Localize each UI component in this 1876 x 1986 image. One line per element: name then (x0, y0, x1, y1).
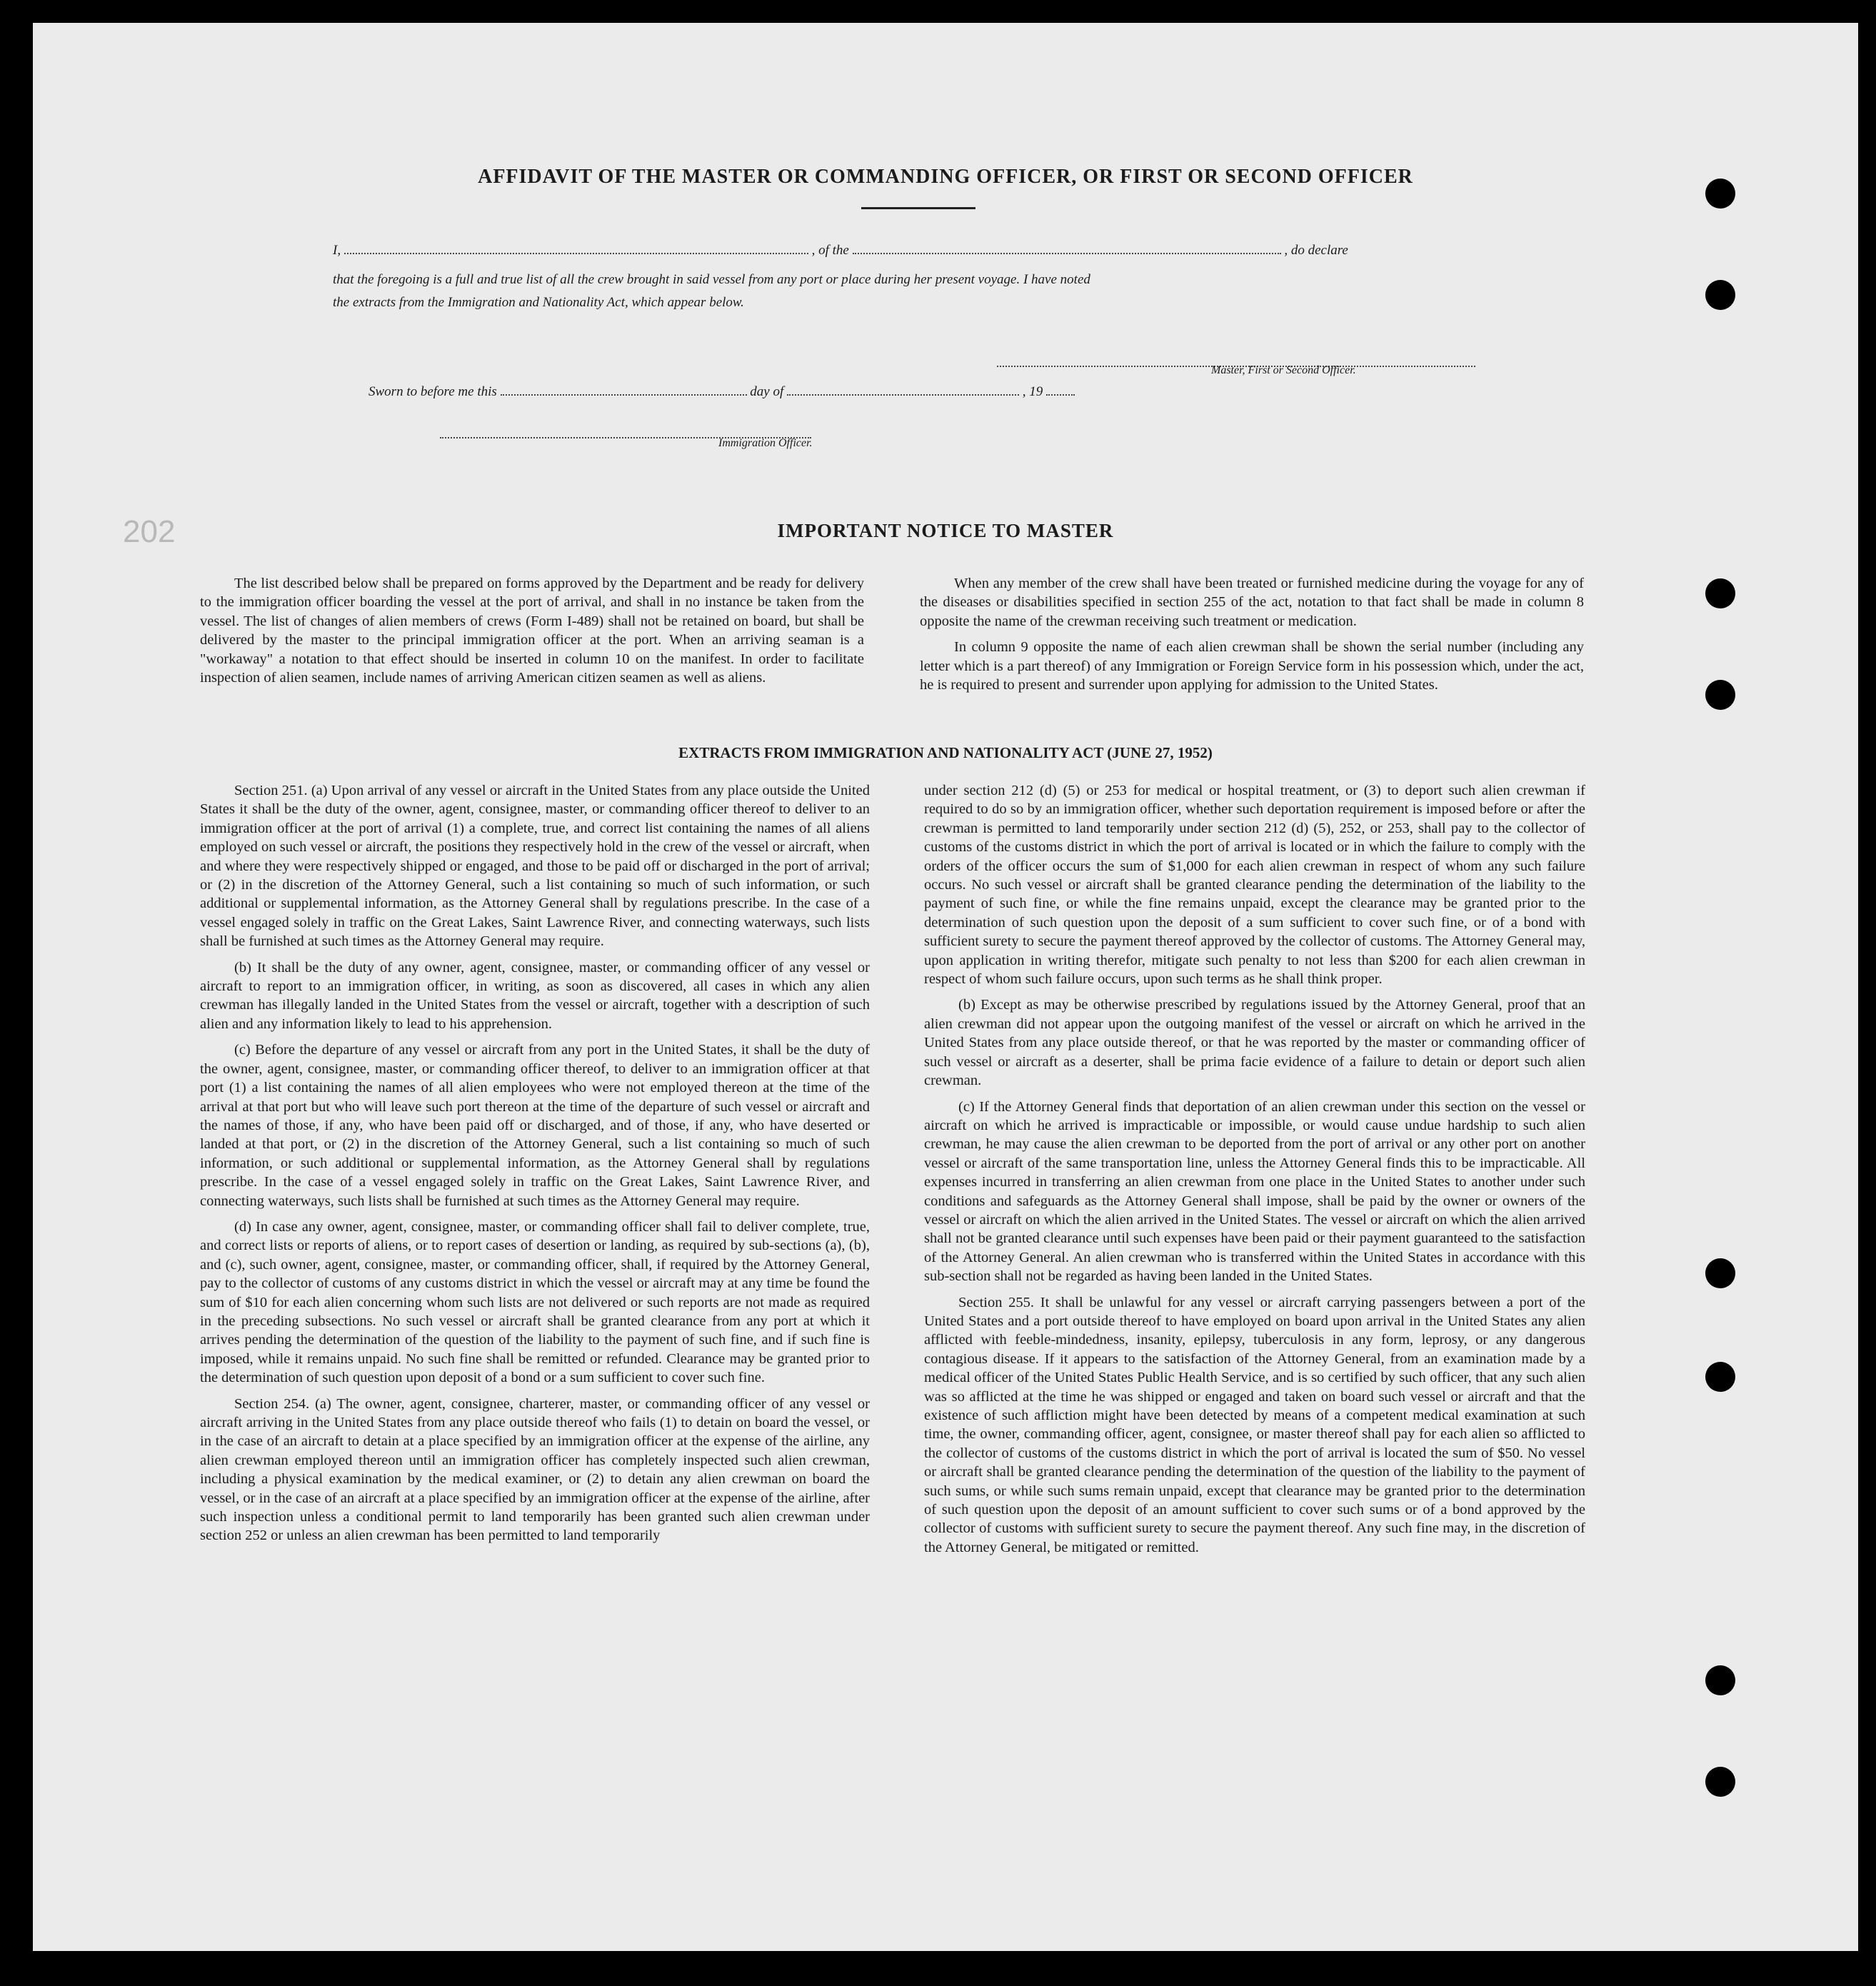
bleed-through-number: 202 (123, 514, 176, 549)
immigration-officer-label: Immigration Officer. (718, 437, 813, 449)
master-signature-label: Master, First or Second Officer. (1211, 364, 1356, 376)
notice-paragraph: When any member of the crew shall have been treated or furnished medicine during the voyage for any of the diseases or disabilities specified in section 255 of the act, notation to that fact shall be made in column 8 opposite the name of the crewman receiving such treatment or medication. (920, 576, 1584, 629)
vessel-name-field[interactable] (853, 253, 1281, 254)
statute-paragraph: (c) If the Attorney General finds that deportation of an alien crewman under this section on the vessel or aircraft on which he arrived is impracticable or impossible, or would cause undue hardship to such alien crewman, he may cause the alien crewman to be deported from the port of arrival or any other port on another vessel or aircraft of the same transportation line, unless the Attorney General finds this to be impracticable. All expenses incurred in transferring an alien crewman from one place in the United States to another under such conditions and safeguards as the Attorney General shall impose, shall be paid by the owner or owners of the vessel or aircraft on which the alien arrived in the United States. The vessel or aircraft on which the alien arrived shall not be granted clearance until such expenses have been paid or their payment guaranteed to the satisfaction of the Attorney General. An alien crewman who is transferred within the United States in accordance with this sub-section shall not be regarded as having been landed in the United States. (924, 1098, 1585, 1285)
extracts-right-column (924, 781, 1585, 1564)
statute-paragraph: (b) Except as may be otherwise prescribed by regulations issued by the Attorney General, proof that an alien crewman did not appear upon the outgoing manifest of the vessel or aircraft on which he arrived in the United States from any place outside thereof, or that he was reported by the master or commanding officer of such vessel or aircraft as a deserter, shall be prima facie evidence of a failure to detain or deport such alien crewman. (924, 997, 1585, 1089)
day-of-label: day of (750, 384, 784, 399)
affidavit-title: AFFIDAVIT OF THE MASTER OR COMMANDING OFFICER, OR FIRST OR SECOND OFFICER (478, 166, 1413, 188)
notice-right-column (920, 574, 1584, 701)
of-the-label: , of the (811, 243, 849, 258)
notice-left-column (200, 574, 864, 694)
binder-hole (1705, 1362, 1735, 1392)
statute-paragraph: (d) In case any owner, agent, consignee, master, or commanding officer shall fail to deliver complete, true, and correct lists or reports of aliens, or to report cases of desertion or landing, as required by sub-sections (a), (b), and (c), such owner, agent, consignee, master, or commanding officer, shall, if required by the Attorney General, pay to the collector of customs of any customs district in which the vessel or aircraft may at any time be found the sum of $10 for each alien concerning whom such lists are not delivered or such reports are not made as required in the preceding subsections. No such vessel or aircraft shall be granted clearance from any port at which it arrives pending the determination of the question of the liability to the payment of such fine, and if such fine is imposed, while it remains unpaid. No such fine shall be remitted or refunded. Clearance may be granted prior to the determination of such question upon deposit of a bond or a sum sufficient to cover such fine. (200, 1218, 870, 1386)
sworn-prefix: Sworn to before me this (368, 384, 497, 399)
sworn-day-field[interactable] (501, 394, 747, 396)
statute-paragraph: Section 254. (a) The owner, agent, consignee, charterer, master, or commanding officer of any vessel or aircraft arriving in the United States from any place outside thereof who fails (1) to detain on board the vessel, or in the case of an aircraft to detain at a place specified by an immigration officer at the expense of the airline, any alien crewman employed thereon until an immigration officer has completely inspected such alien crewman, including a physical examination by the medical examiner, or (2) to detain any alien crewman on board the vessel, or in the case of an aircraft at a place specified by an immigration officer at the expense of the airline, after such inspection unless a conditional permit to land temporarily has been granted such alien crewman under section 252 or unless an alien crewman has been permitted to land temporarily (200, 1395, 870, 1544)
notice-title: IMPORTANT NOTICE TO MASTER (777, 520, 1114, 541)
statute-paragraph: Section 251. (a) Upon arrival of any vessel or aircraft in the United States from any place outside the United States it shall be the duty of the owner, agent, consignee, master, or commanding officer thereof to deliver to an immigration officer at the port of arrival (1) a complete, true, and correct list containing the names of all aliens employed on such vessel or aircraft, the positions they respectively hold in the crew of the vessel or aircraft, when and where they were respectively shipped or engaged, and those to be paid off or discharged in the port of arrival; or (2) in the discretion of the Attorney General, such a list containing so much of such information, or such additional or supplemental information, as the Attorney General shall by regulations prescribe. In the case of a vessel engaged solely in traffic on the Great Lakes, Saint Lawrence River, and connecting waterways, such lists shall be furnished at such times as the Attorney General may require. (200, 783, 870, 950)
binder-hole (1705, 1767, 1735, 1797)
statute-paragraph: under section 212 (d) (5) or 253 for medical or hospital treatment, or (3) to deport such alien crewman if required to do so by an immigration officer, whether such deportation requirement is imposed before or after the crewman is permitted to land temporarily under section 212 (d) (5), 252, or 253, shall pay to the collector of customs of the customs district in which the port of arrival is located or in which the failure to comply with the orders of the officer occurs the sum of $1,000 for each alien crewman in respect of whom any such failure occurs. No such vessel or aircraft shall be granted clearance pending the determination of the liability to the payment of such fine, or while the fine remains unpaid, except the clearance may be granted prior to the determination of such question upon the deposit of a sum sufficient to cover such fine, or of a bond with sufficient surety to secure the payment thereof approved by the collector of customs. The Attorney General may, upon application in writing therefor, mitigate such penalty to not less than $200 for each alien crewman in respect of whom such failure occurs, upon such terms as he shall think proper. (924, 783, 1585, 988)
statute-paragraph: (b) It shall be the duty of any owner, agent, consignee, master, or commanding officer of any vessel or aircraft to report to an immigration officer, in writing, as soon as discovered, all cases in which any alien crewman has illegally landed in the United States from the vessel or aircraft, together with a description of such alien and any information likely to lead to his apprehension. (200, 959, 870, 1032)
do-declare-label: , do declare (1284, 243, 1348, 258)
notice-paragraph: The list described below shall be prepared on forms approved by the Department and be ready for delivery to the immigration officer boarding the vessel at the port of arrival, and shall in no instance be taken from the vessel. The list of changes of alien members of crews (Form I-489) shall not be retained on board, but shall be delivered by the master to the principal immigration officer at the port. When an arriving seaman is a "workaway" a notation to that effect should be inserted in column 10 on the manifest. In order to facilitate inspection of alien seamen, include names of arriving American citizen seamen as well as aliens. (200, 576, 864, 686)
declarant-name-field[interactable] (344, 253, 808, 254)
declarant-prefix: I, (333, 243, 341, 258)
binder-hole (1705, 1665, 1735, 1695)
declaration-line-3: the extracts from the Immigration and Nationality Act, which appear below. (333, 295, 744, 310)
declaration-line-1 (333, 243, 1475, 259)
document-page (33, 23, 1858, 1951)
sworn-month-field[interactable] (787, 394, 1019, 396)
binder-hole (1705, 578, 1735, 608)
year-label: , 19 (1022, 384, 1043, 399)
binder-hole (1705, 1258, 1735, 1288)
title-rule (861, 207, 975, 209)
extracts-left-column (200, 781, 870, 1553)
sworn-line (368, 384, 1075, 400)
binder-hole (1705, 680, 1735, 710)
notice-paragraph: In column 9 opposite the name of each alien crewman shall be shown the serial number (including any letter which is a part thereof) of any Immigration or Foreign Service form in his possession which, under the act, he is required to present and surrender upon applying for admission to the United States. (920, 639, 1584, 693)
declaration-line-2: that the foregoing is a full and true list of all the crew brought in said vessel from any port or place during her present voyage. I have noted (333, 272, 1090, 287)
statute-paragraph: (c) Before the departure of any vessel or aircraft from any port in the United States, it shall be the duty of the owner, agent, consignee, master, or commanding officer thereof, to deliver to an immigration officer at that port (1) a list containing the names of all alien employees who were not employed thereon at the time of the arrival at that port but who will leave such port thereon at the time of the departure of such vessel or aircraft and the names of those, if any, who have been paid off or discharged, and of those, if any, who have deserted or landed at that port, or (2) in the discretion of the Attorney General, such a list containing so much of such information, or such additional or supplemental information, as the Attorney General shall by regulations prescribe. In the case of a vessel engaged solely in traffic on the Great Lakes, Saint Lawrence River, and connecting waterways, such lists shall be furnished at such times as the Attorney General may require. (200, 1042, 870, 1209)
sworn-year-field[interactable] (1046, 394, 1075, 396)
binder-hole (1705, 280, 1735, 310)
extracts-title: EXTRACTS FROM IMMIGRATION AND NATIONALITY ACT (JUNE 27, 1952) (678, 744, 1213, 761)
statute-paragraph: Section 255. It shall be unlawful for any vessel or aircraft carrying passengers between a port of the United States and a port outside thereof to have employed on board upon arrival in the United States any alien afflicted with feeble-mindedness, insanity, epilepsy, tuberculosis in any form, leprosy, or any dangerous contagious disease. If it appears to the satisfaction of the Attorney General, from an examination made by a medical officer of the United States Public Health Service, and is so certified by such officer, that any such alien was so afflicted at the time he was shipped or engaged and taken on board such vessel or aircraft and that the existence of such affliction might have been detected by means of a competent medical examination at such time, the owner, commanding officer, agent, consignee, or master thereof shall pay for each alien so afflicted to the collector of customs of the customs district in which the port of arrival is located the sum of $50. No vessel or aircraft shall be granted clearance pending the determination of the question of the liability to the payment of such sums, or while such sums remain unpaid, except that clearance may be granted prior to the determination of such question upon the deposit of an amount sufficient to cover such sums or of a bond approved by the collector of customs with sufficient surety to secure the payment thereof. Any such fine may, in the discretion of the Attorney General, be mitigated or remitted. (924, 1294, 1585, 1555)
